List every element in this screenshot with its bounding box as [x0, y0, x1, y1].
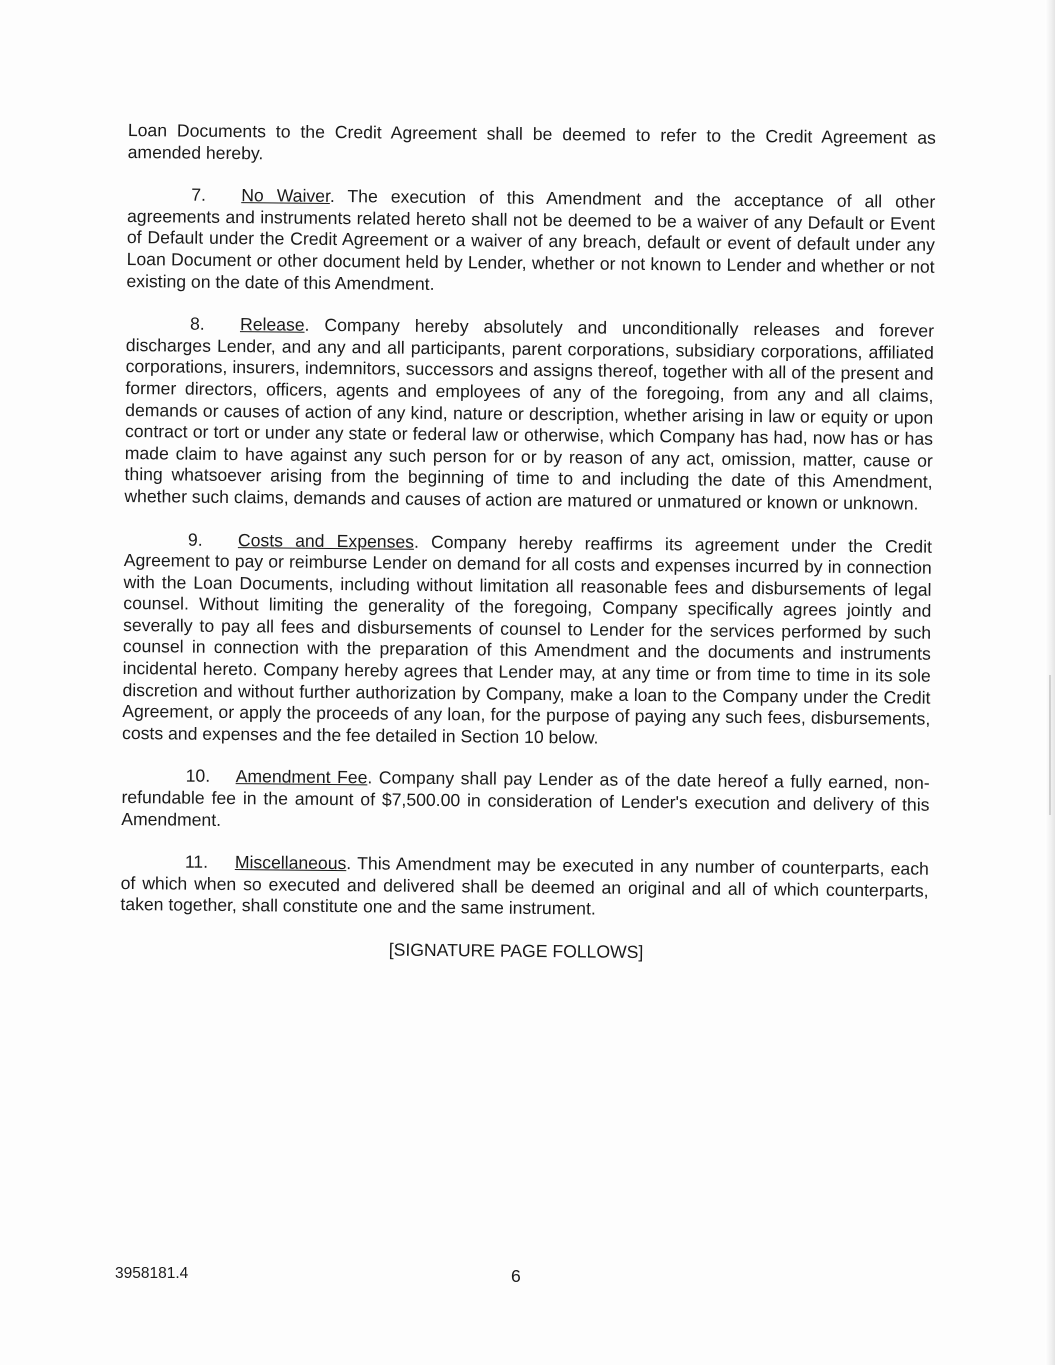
page-number: 6	[511, 1266, 521, 1286]
section-text: . Company shall pay Lender as of the date hereof a fully earned, non-refundable fee in the amount of $7,500.00 in consideration of Lender's execution and delivery of this Amendment.	[121, 767, 930, 830]
section-number: 10.	[185, 766, 211, 787]
section-heading: Miscellaneous	[234, 852, 347, 874]
section-text: . This Amendment may be executed in any number of counterparts, each of which when so executed and delivered shall be deemed an original and all of which counterparts, taken together, shall constitute one and the same instrument.	[120, 853, 929, 919]
document-id: 3958181.4	[115, 1265, 189, 1282]
section-text: . Company hereby reaffirms its agreement under the Credit Agreement to pay or reimburse Lender on demand for all costs and expenses incurred by in connection with the Loan Documents, including without limitation all reasonable fees and disbursements of legal counsel. Without limiting the generality of the foregoing, Company specifically agrees jointly and severally to pay all fees and disbursements of counsel to Lender for the services performed by such counsel in connection with the preparation of this Amendment and the documents and instruments incidental hereto. Company hereby agrees that Lender may, at any time or from time to time in its sole discretion and without further authorization by Company, make a loan to the Company under the Credit Agreement, or apply the proceeds of any loan, for the purpose of paying any such fees, disbursements, costs and expenses and the fee detailed in Section 10 below.	[122, 531, 933, 748]
section-number: 8.	[189, 313, 205, 334]
section-number: 7.	[191, 184, 207, 205]
section-number: 9.	[187, 529, 203, 550]
intro-paragraph: Loan Documents to the Credit Agreement shall be deemed to refer to the Credit Agreement as amended hereby.	[127, 120, 936, 163]
document-body	[120, 120, 936, 984]
section-11-miscellaneous	[120, 851, 929, 924]
section-8-release	[124, 313, 934, 515]
section-text: . Company hereby absolutely and unconditionally releases and forever discharges Lender, and any and all participants, parent corporations, subsidiary corporations, affiliated corporations, insurers, indemnitors, successors and assigns thereof, together with all of the present and former directors, officers, agents and employees of any of the foregoing, from any and all claims, demands or causes of action of any kind, nature or description, whether arising in law or equity or upon contract or tort or under any state or federal law or otherwise, which Company has had, now has or has made claim to have against any such person for or by reason of any act, omission, matter, cause or thing whatsoever arising from the beginning of time to and including the date of this Amendment, whether such claims, demands and causes of action are matured or unmatured or known or unknown.	[124, 314, 935, 514]
section-9-costs-and-expenses	[122, 528, 932, 752]
section-heading: Costs and Expenses	[237, 529, 415, 552]
section-text: . The execution of this Amendment and the acceptance of all other agreements and instruments related hereto shall not be deemed to be a waiver of any Default or Event of Default under the Credit Agreement or a waiver of any breach, default or event of default under any Loan Document or other document held by Lender, whether or not known to Lender and whether or not existing on the date of this Amendment.	[126, 186, 936, 294]
section-10-amendment-fee	[121, 765, 930, 838]
section-7-no-waiver	[126, 184, 935, 300]
section-heading: Amendment Fee	[235, 766, 368, 788]
scan-edge-mark	[1049, 675, 1051, 815]
section-heading: No Waiver	[241, 185, 330, 207]
section-number: 11.	[184, 851, 209, 873]
section-heading: Release	[239, 314, 305, 335]
signature-page-notice: [SIGNATURE PAGE FOLLOWS]	[388, 939, 644, 962]
